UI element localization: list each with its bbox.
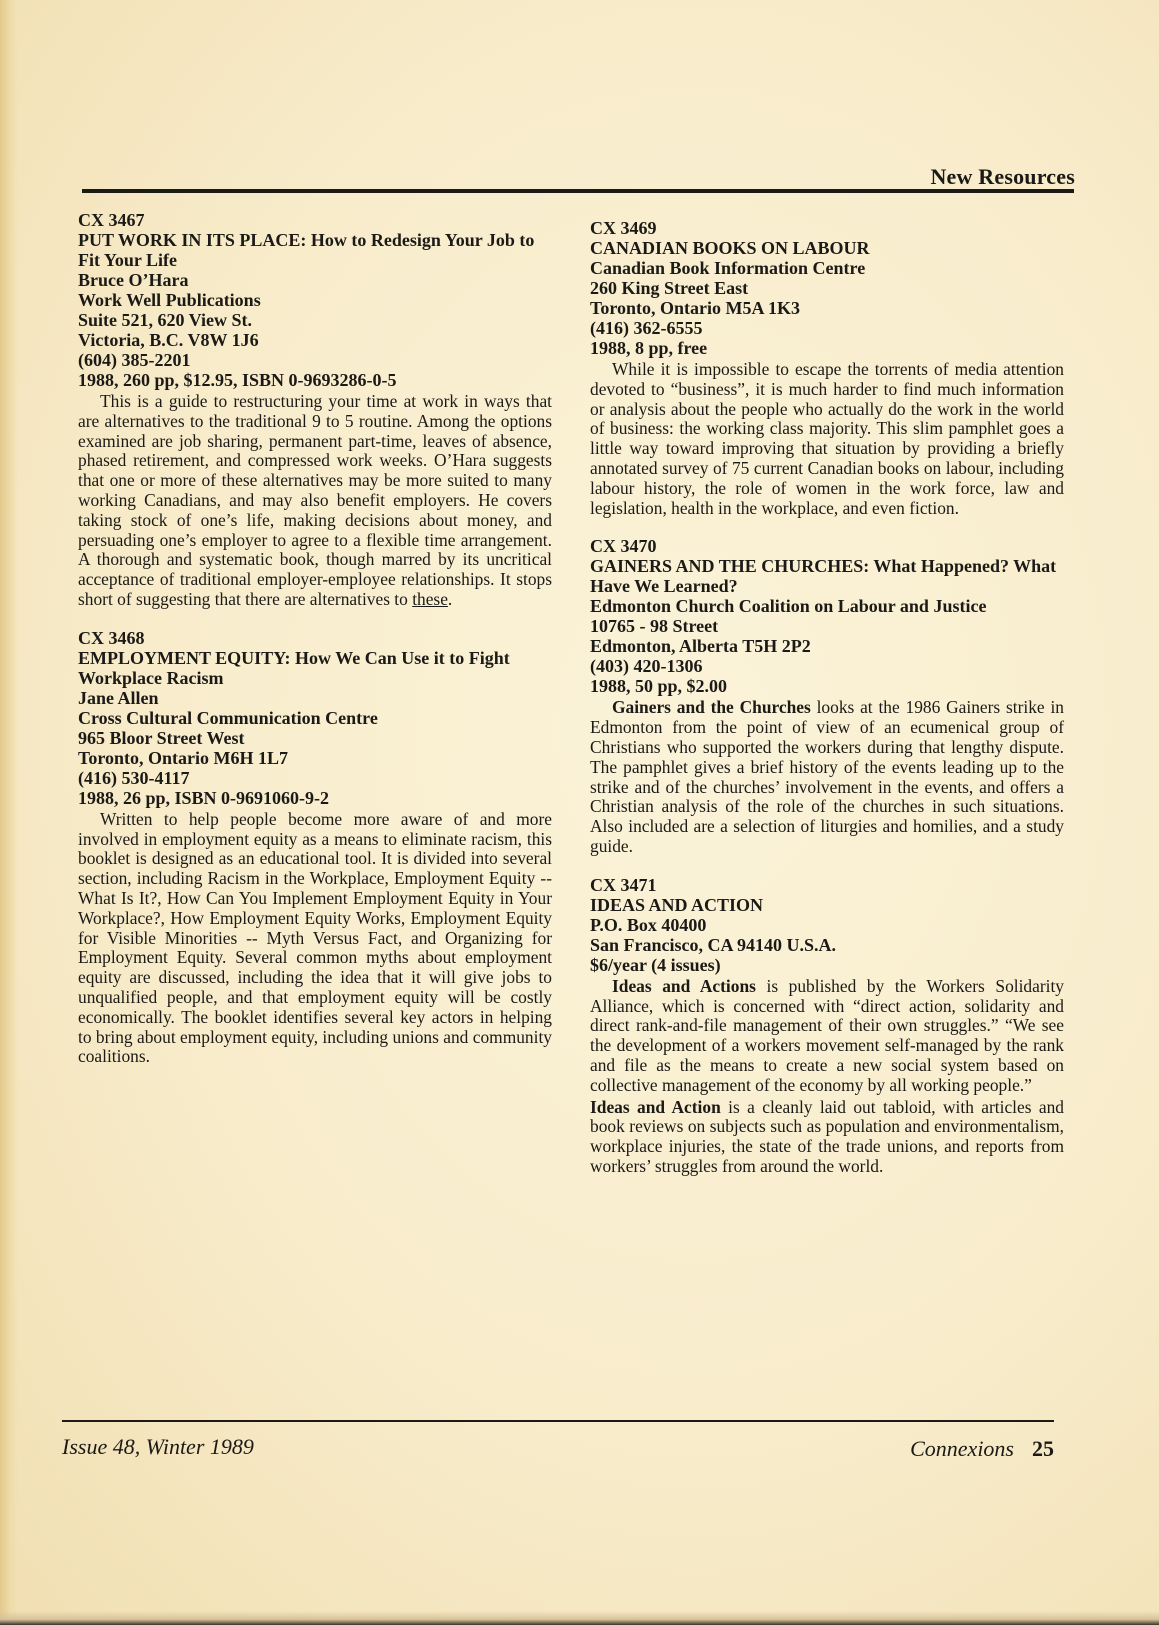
resource-title: IDEAS AND ACTION (590, 894, 764, 915)
bottom-rule (62, 1420, 1054, 1422)
resource-phone: (604) 385-2201 (78, 350, 191, 370)
resource-entry-cx3468 (78, 628, 552, 1067)
resource-phone: (403) 420-1306 (590, 656, 703, 677)
resource-city: Victoria, B.C. V8W 1J6 (78, 330, 259, 350)
resource-code: CX 3470 (590, 536, 657, 557)
resource-address: Suite 521, 620 View St. (78, 310, 253, 330)
resource-publisher: Cross Cultural Communication Centre (78, 707, 378, 728)
resource-title: CANADIAN BOOKS ON LABOUR (590, 238, 870, 258)
resource-code: CX 3468 (78, 627, 145, 648)
resource-publisher: Work Well Publications (78, 290, 261, 310)
resource-description-continued: Ideas and Action is a cleanly laid out tabloid, with articles and book reviews on subjects such as population and environmentalism, workplace injuries, the state of the trade unions, and reports from workers’ struggles from around the world. (590, 1096, 1065, 1176)
resource-title: EMPLOYMENT EQUITY: How We Can Use it to Fight Workplace Racism (78, 647, 510, 688)
resource-address: 260 King Street East (590, 278, 749, 298)
resource-details: 1988, 50 pp, $2.00 (590, 676, 728, 697)
resource-author: Bruce O’Hara (78, 270, 189, 290)
page-edge-shadow (0, 0, 18, 1625)
resource-city: Toronto, Ontario M5A 1K3 (590, 298, 801, 318)
magazine-name: Connexions (910, 1436, 1014, 1461)
resource-address: 10765 - 98 Street (590, 616, 719, 637)
resource-entry-cx3471 (590, 875, 1064, 1177)
resource-title: PUT WORK IN ITS PLACE: How to Redesign Your Job to Fit Your Life (78, 230, 535, 270)
left-column (78, 210, 552, 1085)
resource-code: CX 3469 (590, 218, 657, 238)
resource-code: CX 3467 (78, 210, 145, 230)
resource-description: While it is impossible to escape the torrents of media attention devoted to “business”, it is much harder to find much information or analysis about the people who actually do the work in the world of business: the working class majority. This slim pamphlet goes a little way toward improving that situation by providing a briefly annotated survey of 75 current Canadian books on labour, including labour history, the role of women in the work force, law and legislation, health in the workplace, and even fiction. (590, 359, 1064, 518)
resource-city: Edmonton, Alberta T5H 2P2 (590, 636, 811, 657)
top-rule (82, 189, 1074, 193)
resource-details: $6/year (4 issues) (590, 954, 721, 975)
resource-phone: (416) 530-4117 (78, 767, 190, 788)
resource-details: 1988, 260 pp, $12.95, ISBN 0-9693286-0-5 (78, 370, 397, 390)
resource-city: Toronto, Ontario M6H 1L7 (78, 747, 289, 768)
issue-info: Issue 48, Winter 1989 (62, 1434, 254, 1459)
resource-author: Jane Allen (78, 687, 159, 708)
section-title: New Resources (930, 164, 1075, 189)
resource-details: 1988, 26 pp, ISBN 0-9691060-9-2 (78, 787, 330, 808)
resource-publisher: Canadian Book Information Centre (590, 258, 866, 278)
resource-code: CX 3471 (590, 874, 657, 895)
resource-entry-cx3467 (78, 210, 552, 610)
folio (910, 1436, 1054, 1462)
resource-address: P.O. Box 40400 (590, 914, 707, 935)
resource-entry-cx3470 (590, 536, 1064, 856)
resource-city: San Francisco, CA 94140 U.S.A. (590, 934, 837, 955)
resource-description: Written to help people become more aware of and more involved in employment equity as a means to eliminate racism, this booklet is designed as an educational tool. It is divided into several section, including Racism in the Workplace, Employment Equity -- What Is It?, How Can You Implement Employment Equity in Your Workplace?, How Employment Equity Works, Employment Equity for Visible Minorities -- Myth Versus Fact, and Organizing for Employment Equity. Several common myths about employment equity are discussed, including the idea that it will give jobs to unqualified people, and that employment equity will be costly economically. The booklet identifies several key actors in helping to bring about employment equity, including unions and community coalitions. (78, 808, 552, 1067)
resource-address: 965 Bloor Street West (78, 727, 245, 748)
resource-description: Ideas and Actions is published by the Workers Solidarity Alliance, which is concerned with “direct action, solidarity and direct rank-and-file management of their own struggles.” “We see the development of a workers movement self-managed by the rank and file as the means to create a new social system based on collective management of the economy by all working people.” (590, 975, 1064, 1095)
resource-description: This is a guide to restructuring your time at work in ways that are alternatives to the traditional 9 to 5 routine. Among the options examined are job sharing, permanent part-time, leaves of absence, phased retirement, and compressed work weeks. O’Hara suggests that one or more of these alternatives may be more suited to many working Canadians, and may also benefit employers. He covers taking stock of one’s life, making decisions about money, and persuading one’s employer to agree to a flexible time arrangement. A thorough and systematic book, though marred by its uncritical acceptance of traditional employer-employee relationships. It stops short of suggesting that there are alternatives to these. (78, 391, 552, 609)
resource-phone: (416) 362-6555 (590, 318, 703, 338)
resource-entry-cx3469 (590, 218, 1064, 518)
resource-description: Gainers and the Churches looks at the 1986 Gainers strike in Edmonton from the point of view of an ecumenical group of Christians who supported the workers during that lengthy dispute. The pamphlet gives a brief history of the events leading up to the strike and of the churches’ involvement in the events, and offers a Christian analysis of the role of the churches in such situations. Also included are a selection of liturgies and homilies, and a study guide. (590, 697, 1064, 856)
page-bottom-edge (0, 1611, 1159, 1625)
page-number: 25 (1032, 1436, 1054, 1461)
resource-title: GAINERS AND THE CHURCHES: What Happened? What Have We Learned? (590, 556, 1057, 597)
resource-publisher: Edmonton Church Coalition on Labour and Justice (590, 596, 987, 617)
right-column (590, 218, 1064, 1195)
resource-details: 1988, 8 pp, free (590, 338, 708, 358)
